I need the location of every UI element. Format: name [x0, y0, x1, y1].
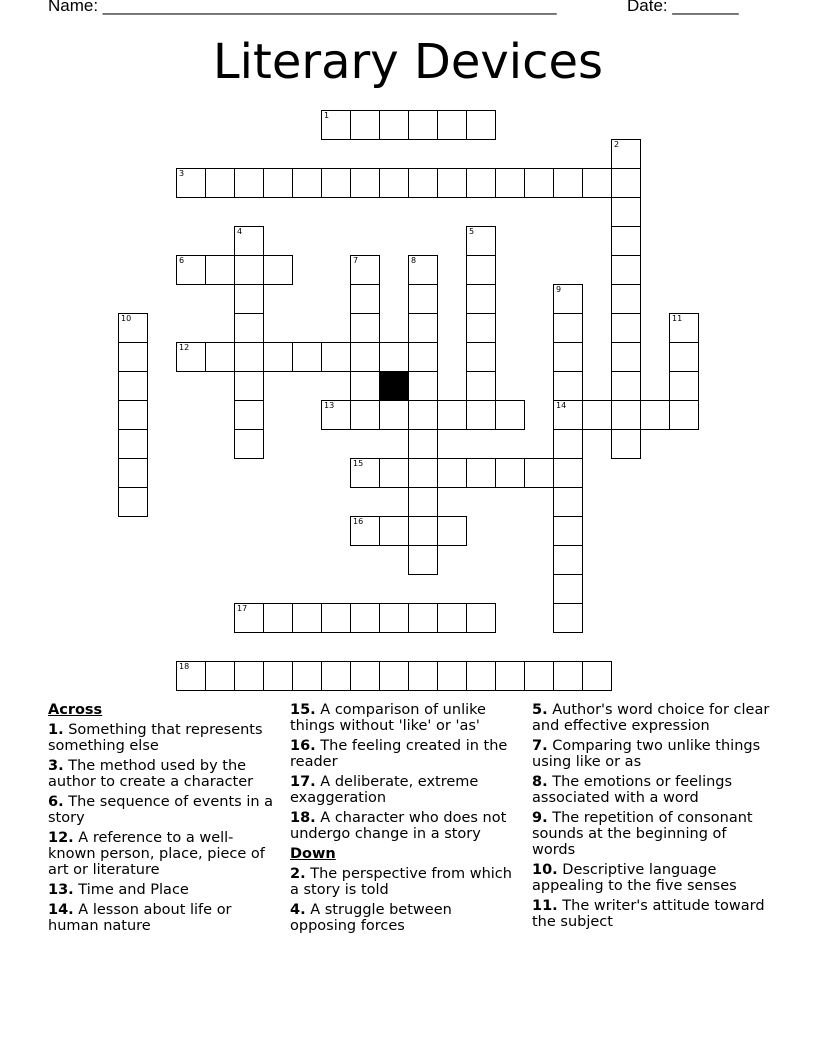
clue-number-label: 9. [532, 810, 548, 826]
crossword-cell[interactable] [611, 400, 641, 430]
crossword-cell[interactable] [437, 516, 467, 546]
crossword-cell[interactable] [553, 284, 583, 314]
crossword-cell[interactable] [524, 458, 554, 488]
crossword-cell[interactable] [379, 661, 409, 691]
crossword-cell[interactable] [234, 429, 264, 459]
crossword-cell[interactable] [437, 400, 467, 430]
crossword-cell[interactable] [553, 516, 583, 546]
crossword-cell[interactable] [350, 400, 380, 430]
crossword-cell[interactable] [379, 516, 409, 546]
clue-text: The repetition of consonant sounds at the beginning of words [532, 810, 753, 858]
crossword-cell[interactable] [669, 342, 699, 372]
crossword-cell[interactable] [292, 603, 322, 633]
clue-number-label: 16. [290, 738, 316, 754]
clue-text: Descriptive language appealing to the five senses [532, 862, 737, 894]
across-heading: Across [48, 702, 103, 718]
crossword-cell[interactable] [205, 342, 235, 372]
crossword-cell[interactable] [205, 168, 235, 198]
clues-column-3 [532, 702, 772, 934]
crossword-cell[interactable] [234, 661, 264, 691]
crossword-cell[interactable] [408, 661, 438, 691]
crossword-cell[interactable] [611, 371, 641, 401]
clue-number-label: 17. [290, 774, 316, 790]
crossword-cell[interactable] [408, 516, 438, 546]
crossword-cell[interactable] [582, 661, 612, 691]
crossword-cell[interactable] [408, 284, 438, 314]
clue-text: A struggle between opposing forces [290, 902, 452, 934]
clue-number: 6 [179, 256, 185, 265]
clue-item [48, 758, 278, 790]
clue-item [290, 866, 522, 898]
crossword-cell[interactable] [118, 487, 148, 517]
clue-number: 3 [179, 169, 185, 178]
clue-text: The method used by the author to create a character [48, 758, 254, 790]
clue-number: 14 [556, 401, 567, 410]
crossword-cell[interactable] [553, 487, 583, 517]
crossword-cell[interactable] [379, 168, 409, 198]
crossword-cell[interactable] [611, 342, 641, 372]
crossword-cell[interactable] [466, 226, 496, 256]
crossword-cell[interactable] [379, 458, 409, 488]
crossword-cell[interactable] [611, 429, 641, 459]
clue-text: A reference to a well-known person, place, piece of art or literature [48, 830, 265, 878]
crossword-cell[interactable] [292, 661, 322, 691]
crossword-cell[interactable] [408, 168, 438, 198]
clue-item [48, 830, 278, 878]
clue-number-label: 3. [48, 758, 64, 774]
clue-number: 17 [237, 604, 248, 613]
crossword-cell[interactable] [205, 661, 235, 691]
crossword-cell[interactable] [118, 371, 148, 401]
crossword-cell[interactable] [611, 197, 641, 227]
crossword-cell[interactable] [437, 110, 467, 140]
clue-number: 8 [411, 256, 417, 265]
crossword-cell[interactable] [611, 168, 641, 198]
crossword-cell[interactable] [234, 226, 264, 256]
page-title: Literary Devices [212, 34, 604, 90]
clues-column-1 [48, 702, 278, 938]
clue-item [48, 902, 278, 934]
clue-text: A lesson about life or human nature [48, 902, 232, 934]
clue-text: The sequence of events in a story [48, 794, 274, 826]
clue-number-label: 11. [532, 898, 558, 914]
clue-number: 18 [179, 662, 190, 671]
crossword-cell[interactable] [495, 661, 525, 691]
clue-item [48, 722, 278, 754]
crossword-cell[interactable] [234, 313, 264, 343]
clue-item [290, 810, 522, 842]
crossword-cell[interactable] [466, 342, 496, 372]
clue-number: 9 [556, 285, 562, 294]
crossword-cell[interactable] [408, 429, 438, 459]
clue-number-label: 14. [48, 902, 74, 918]
crossword-cell[interactable] [321, 110, 351, 140]
crossword-cell[interactable] [437, 603, 467, 633]
crossword-cell[interactable] [466, 110, 496, 140]
crossword-cell[interactable] [350, 516, 380, 546]
crossword-cell[interactable] [669, 400, 699, 430]
crossword-cell[interactable] [234, 342, 264, 372]
crossword-cell[interactable] [321, 603, 351, 633]
crossword-cell[interactable] [553, 342, 583, 372]
crossword-cell[interactable] [495, 168, 525, 198]
crossword-cell[interactable] [611, 255, 641, 285]
date-field[interactable]: Date: _______ [627, 0, 739, 15]
crossword-cell[interactable] [263, 168, 293, 198]
crossword-cell[interactable] [263, 255, 293, 285]
clue-number: 4 [237, 227, 243, 236]
clue-text: A deliberate, extreme exaggeration [290, 774, 479, 806]
clue-number-label: 12. [48, 830, 74, 846]
crossword-cell[interactable] [321, 342, 351, 372]
clue-item [48, 794, 278, 826]
crossword-cell[interactable] [553, 313, 583, 343]
crossword-cell[interactable] [466, 661, 496, 691]
clue-text: A comparison of unlike things without 'like' or 'as' [290, 702, 486, 734]
clue-item [532, 774, 772, 806]
clue-number: 7 [353, 256, 359, 265]
crossword-cell[interactable] [582, 168, 612, 198]
clue-item [290, 774, 522, 806]
crossword-cell[interactable] [379, 342, 409, 372]
clue-number-label: 4. [290, 902, 306, 918]
crossword-cell[interactable] [350, 255, 380, 285]
clue-text: The feeling created in the reader [290, 738, 508, 770]
crossword-cell[interactable] [350, 284, 380, 314]
crossword-cell[interactable] [408, 487, 438, 517]
clue-item [532, 738, 772, 770]
crossword-cell[interactable] [118, 313, 148, 343]
crossword-cell[interactable] [263, 603, 293, 633]
crossword-cell[interactable] [408, 400, 438, 430]
name-field[interactable]: Name: ________________________________________________ [48, 0, 557, 15]
crossword-cell[interactable] [350, 168, 380, 198]
crossword-cell[interactable] [553, 458, 583, 488]
crossword-cell[interactable] [495, 458, 525, 488]
crossword-cell[interactable] [234, 400, 264, 430]
crossword-cell[interactable] [176, 168, 206, 198]
crossword-cell[interactable] [669, 371, 699, 401]
clue-number-label: 6. [48, 794, 64, 810]
crossword-cell[interactable] [408, 545, 438, 575]
crossword-cell[interactable] [234, 168, 264, 198]
crossword-cell[interactable] [582, 400, 612, 430]
crossword-cell[interactable] [292, 342, 322, 372]
crossword-cell[interactable] [611, 313, 641, 343]
crossword-cell[interactable] [553, 168, 583, 198]
clue-text: The emotions or feelings associated with a word [532, 774, 733, 806]
crossword-cell[interactable] [321, 661, 351, 691]
crossword-cell[interactable] [350, 458, 380, 488]
crossword-cell[interactable] [350, 110, 380, 140]
crossword-cell[interactable] [466, 371, 496, 401]
crossword-cell[interactable] [466, 603, 496, 633]
crossword-cell[interactable] [205, 255, 235, 285]
crossword-cell[interactable] [350, 371, 380, 401]
clue-item [532, 810, 772, 858]
clue-number-label: 7. [532, 738, 548, 754]
clue-number: 13 [324, 401, 335, 410]
clue-number: 11 [672, 314, 683, 323]
crossword-cell[interactable] [350, 342, 380, 372]
crossword-cell[interactable] [234, 255, 264, 285]
crossword-cell[interactable] [466, 400, 496, 430]
clue-number: 10 [121, 314, 132, 323]
crossword-cell[interactable] [176, 342, 206, 372]
crossword-cell[interactable] [350, 603, 380, 633]
clue-number-label: 5. [532, 702, 548, 718]
crossword-cell[interactable] [408, 255, 438, 285]
crossword-cell[interactable] [466, 284, 496, 314]
crossword-cell[interactable] [611, 226, 641, 256]
crossword-cell[interactable] [553, 429, 583, 459]
clue-number-label: 1. [48, 722, 64, 738]
clue-text: Something that represents something else [48, 722, 263, 754]
crossword-cell[interactable] [408, 371, 438, 401]
crossword-cell[interactable] [176, 255, 206, 285]
crossword-cell[interactable] [408, 458, 438, 488]
crossword-cell[interactable] [379, 603, 409, 633]
clues-column-2 [290, 702, 522, 938]
crossword-cell[interactable] [118, 342, 148, 372]
clue-number-label: 10. [532, 862, 558, 878]
crossword-cell[interactable] [234, 284, 264, 314]
crossword-cell[interactable] [495, 400, 525, 430]
crossword-cell[interactable] [350, 661, 380, 691]
crossword-cell[interactable] [176, 661, 206, 691]
crossword-cell[interactable] [234, 603, 264, 633]
crossword-cell[interactable] [350, 313, 380, 343]
crossword-cell[interactable] [553, 603, 583, 633]
crossword-cell[interactable] [553, 574, 583, 604]
clue-number: 15 [353, 459, 364, 468]
crossword-cell[interactable] [466, 255, 496, 285]
clue-number: 5 [469, 227, 475, 236]
filled-cell [379, 371, 409, 401]
crossword-cell[interactable] [553, 371, 583, 401]
clue-text: The perspective from which a story is told [290, 866, 512, 898]
clue-item [290, 738, 522, 770]
clue-text: The writer's attitude toward the subject [532, 898, 765, 930]
clue-number: 12 [179, 343, 190, 352]
crossword-cell[interactable] [553, 661, 583, 691]
clue-text: Comparing two unlike things using like or as [532, 738, 761, 770]
crossword-cell[interactable] [263, 661, 293, 691]
crossword-cell[interactable] [379, 400, 409, 430]
crossword-cell[interactable] [118, 429, 148, 459]
crossword-cell[interactable] [466, 458, 496, 488]
clue-number-label: 13. [48, 882, 74, 898]
crossword-cell[interactable] [437, 661, 467, 691]
crossword-cell[interactable] [292, 168, 322, 198]
crossword-cell[interactable] [118, 400, 148, 430]
clue-number: 2 [614, 140, 620, 149]
crossword-cell[interactable] [408, 342, 438, 372]
crossword-cell[interactable] [321, 168, 351, 198]
crossword-cell[interactable] [234, 371, 264, 401]
crossword-cell[interactable] [466, 168, 496, 198]
clue-number: 16 [353, 517, 364, 526]
clue-item [290, 702, 522, 734]
crossword-cell[interactable] [321, 400, 351, 430]
clue-text: Time and Place [73, 882, 189, 898]
clue-item [290, 902, 522, 934]
crossword-cell[interactable] [263, 342, 293, 372]
clue-text: Author's word choice for clear and effective expression [532, 702, 770, 734]
crossword-cell[interactable] [408, 110, 438, 140]
clue-text: A character who does not undergo change in a story [290, 810, 507, 842]
crossword-cell[interactable] [437, 458, 467, 488]
clue-number-label: 8. [532, 774, 548, 790]
clue-number-label: 2. [290, 866, 306, 882]
crossword-cell[interactable] [379, 110, 409, 140]
crossword-cell[interactable] [524, 661, 554, 691]
clue-item [532, 898, 772, 930]
down-heading: Down [290, 846, 336, 862]
crossword-cell[interactable] [408, 603, 438, 633]
crossword-cell[interactable] [466, 313, 496, 343]
clue-item [532, 862, 772, 894]
crossword-cell[interactable] [408, 313, 438, 343]
clue-item [532, 702, 772, 734]
crossword-cell[interactable] [524, 168, 554, 198]
crossword-cell[interactable] [640, 400, 670, 430]
clue-number-label: 15. [290, 702, 316, 718]
crossword-cell[interactable] [611, 284, 641, 314]
crossword-cell[interactable] [118, 458, 148, 488]
crossword-cell[interactable] [553, 545, 583, 575]
crossword-cell[interactable] [437, 168, 467, 198]
crossword-cell[interactable] [553, 400, 583, 430]
crossword-cell[interactable] [669, 313, 699, 343]
clue-number: 1 [324, 111, 330, 120]
clue-number-label: 18. [290, 810, 316, 826]
crossword-cell[interactable] [611, 139, 641, 169]
clue-item [48, 882, 278, 898]
